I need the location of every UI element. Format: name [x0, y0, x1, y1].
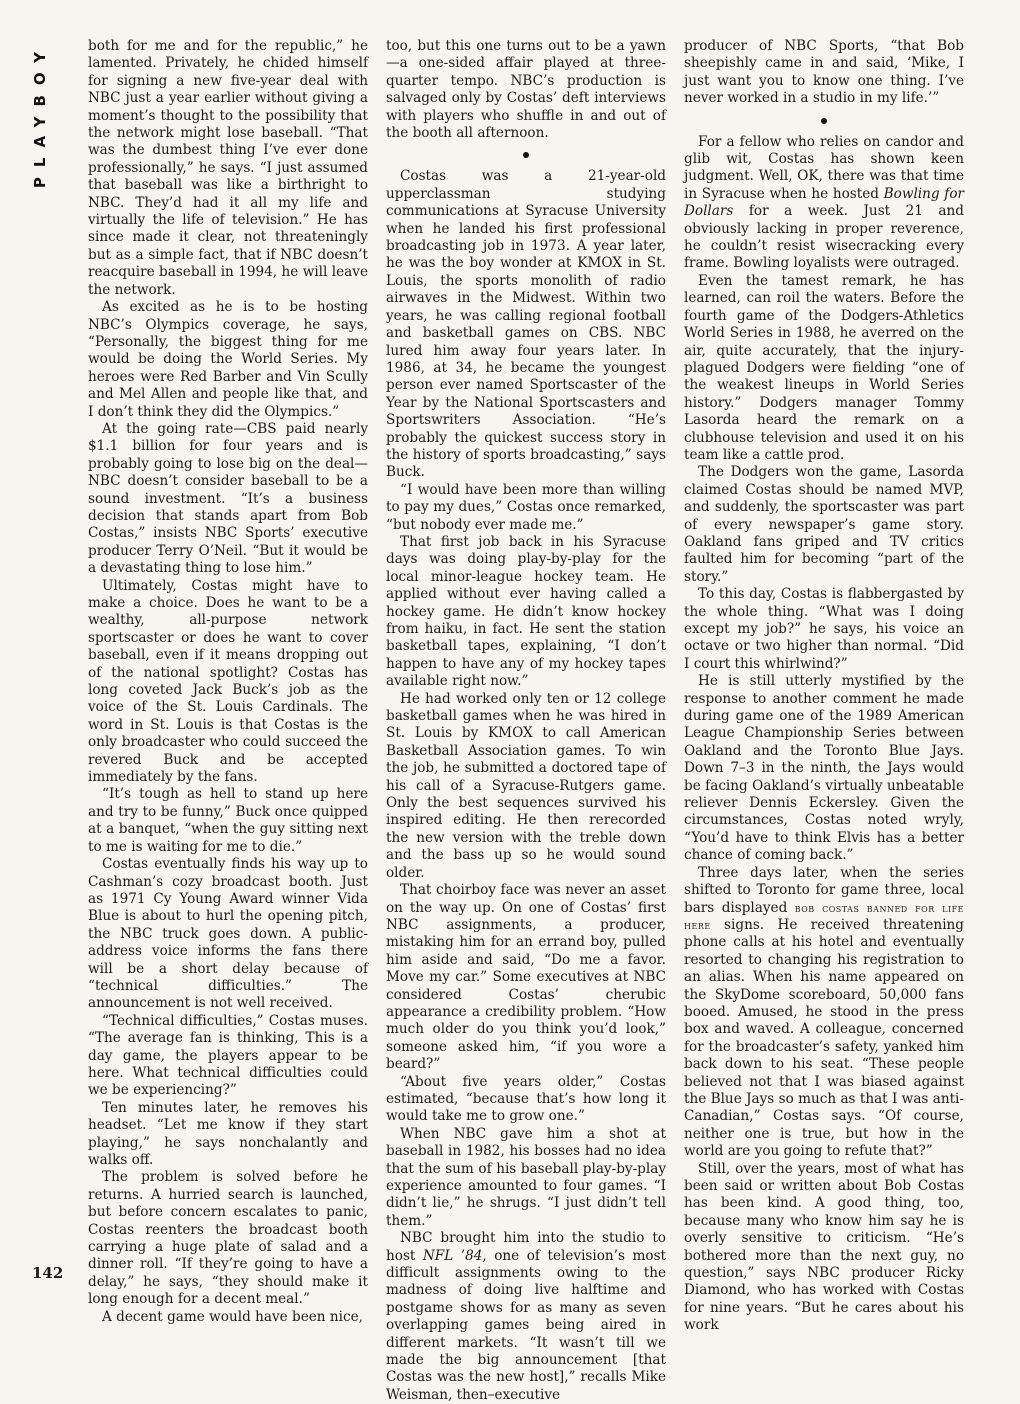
article-paragraph: Still, over the years, most of what has been said or written about Bob Costas has been kind. A good thing, too, because many who know him say he is overly sensitive to criticism. “He’s bothered more than the next guy, no question,” says NBC producer Ricky Diamond, who has worked with Costas for nine years. “But he cares about his work: [684, 1160, 964, 1334]
section-divider-bullet: [386, 142, 666, 168]
article-paragraph: To this day, Costas is flabbergasted by the whole thing. “What was I doing except my job?” he says, his voice an octave or two higher than normal. “Did I court this whirlwind?”: [684, 586, 964, 672]
article-paragraph: When NBC gave him a shot at baseball in 1982, his bosses had no idea that the sum of his baseball play-by-play experience amounted to four games. “I didn’t lie,” he shrugs. “I just didn’t tell them.”: [386, 1125, 666, 1229]
article-paragraph: A decent game would have been nice,: [102, 1308, 363, 1325]
article-paragraph: Costas eventually finds his way up to Cashman’s cozy broadcast booth. Just as 1971 Cy Young Award winner Vida Blue is about to hurl the opening pitch, the NBC truck goes down. A public-address voice informs the fans there will be a short delay because of “technical difficulties.” The announcement is not well received.: [88, 856, 368, 1012]
article-column-3: [684, 38, 965, 1334]
article-paragraph: producer of NBC Sports, “that Bob sheepishly came in and said, ‘Mike, I just want you to know one thing. I’ve never worked in a studio in my life.’”: [684, 38, 964, 107]
article-paragraph: Even the tamest remark, he has learned, can roil the waters. Before the fourth game of the Dodgers-Athletics World Series in 1988, he averred on the air, quite accurately, that the injury-plagued Dodgers were fielding “one of the weakest lineups in World Series history.” Dodgers manager Tommy Lasorda heard the remark on a clubhouse television and used it on his team like a cattle prod.: [684, 272, 964, 463]
article-paragraph: As excited as he is to be hosting NBC’s Olympics coverage, he says, “Personally, the biggest thing for me would be doing the World Series. My heroes were Red Barber and Vin Scully and Mel Allen and people like that, and I don’t think they did the Olympics.”: [88, 299, 368, 420]
article-paragraph: “It’s tough as hell to stand up here and try to be funny,” Buck once quipped at a banquet, “when the guy sitting next to me is waiting for me to die.”: [88, 786, 368, 855]
article-paragraph: For a fellow who relies on candor and glib wit, Costas has shown keen judgment. Well, OK, there was that time in Syracuse when he hosted Bowling for Dollars for a week. Just 21 and obviously lacking in proper reverence, he couldn’t resist wisecracking every frame. Bowling loyalists were outraged.: [684, 133, 965, 272]
article-paragraph: He is still utterly mystified by the response to another comment he made during game one of the 1989 American League Championship Series between Oakland and the Toronto Blue Jays. Down 7–3 in the ninth, the Jays would be facing Oakland’s virtually unbeatable reliever Dennis Eckersley. Given the circumstances, Costas noted wryly, “You’d have to think Elvis has a better chance of coming back.”: [684, 673, 964, 864]
magazine-logo: PLAYBOY: [31, 42, 49, 189]
article-paragraph: “Technical difficulties,” Costas muses. “The average fan is thinking, This is a day game, the players appear to be here. What technical difficulties could we be experiencing?”: [88, 1012, 368, 1099]
article-paragraph: The Dodgers won the game, Lasorda claimed Costas should be named MVP, and suddenly, the sportscaster was part of every newspaper’s game story. Oakland fans griped and TV critics faulted him for becoming “part of the story.”: [684, 464, 964, 585]
article-paragraph: At the going rate—CBS paid nearly $1.1 billion for four years and is probably going to lose big on the deal—NBC doesn’t consider baseball to be a sound investment. “It’s a business decision that stands apart from Bob Costas,” insists NBC Sports’ executive producer Terry O’Neil. “But it would be a devastating thing to lose him.”: [88, 420, 368, 577]
article-paragraph: “I would have been more than willing to pay my dues,” Costas once remarked, “but nobody ever made me.”: [386, 481, 666, 533]
article-column-1: [88, 38, 368, 1325]
article-paragraph: “About five years older,” Costas estimated, “because that’s how long it would take me to grow one.”: [386, 1073, 666, 1125]
page-number: 142: [32, 1264, 64, 1282]
article-paragraph: He had worked only ten or 12 college basketball games when he was hired in St. Louis by KMOX to call American Basketball Association games. To win the job, he submitted a doctored tape of his call of a Syracuse-Rutgers game. Only the best sequences survived his inspired editing. He then rerecorded the new version with the treble down and the bass up so he would sound older.: [386, 690, 666, 881]
article-paragraph: Three days later, when the series shifted to Toronto for game three, local bars displayed bob costas banned for life here signs. He received threatening phone calls at his hotel and eventually resorted to changing his registration to an alias. When his name appeared on the SkyDome scoreboard, 50,000 fans booed. Amused, he stood in the press box and waved. A colleague, concerned for the broadcaster’s safety, yanked him back down to his seat. “These people believed not that I was biased against the Blue Jays so much as that I was anti-Canadian,” Costas says. “Of course, neither one is true, but how in the world are you going to refute that?”: [684, 864, 964, 1160]
article-paragraph: That choirboy face was never an asset on the way up. On one of Costas’ first NBC assignments, a producer, mistaking him for an errand boy, pulled him aside and said, “Do me a favor. Move my car.” Some executives at NBC considered Costas’ cherubic appearance a credibility problem. “How much older do you think you’d look,” someone asked him, “if you wore a beard?”: [386, 882, 666, 1073]
article-paragraph: Ten minutes later, he removes his headset. “Let me know if they start playing,” he says nonchalantly and walks off.: [88, 1099, 368, 1168]
article-paragraph: The problem is solved before he returns. A hurried search is launched, but before concern escalates to panic, Costas reenters the broadcast booth carrying a huge plate of salad and a dinner roll. “If they’re going to have a delay,” he says, “they should make it long enough for a decent meal.”: [88, 1169, 368, 1308]
article-paragraph: NBC brought him into the studio to host NFL ’84, one of television’s most difficult assignments owing to the madness of doing live halftime and postgame shows for as many as seven overlapping games being aired in different markets. “It wasn’t till we made the big announcement [that Costas was the new host],” recalls Mike Weisman, then–executive: [386, 1230, 667, 1403]
article-paragraph: That first job back in his Syracuse days was doing play-by-play for the local minor-league hockey team. He applied without ever having called a hockey game. He didn’t know hockey from haiku, in fact. He sent the station basketball tapes, explaining, “I don’t happen to have any of my hockey tapes available right now.”: [386, 533, 666, 690]
article-paragraph: too, but this one turns out to be a yawn—a one-sided affair played at three-quarter tempo. NBC’s production is salvaged only by Costas’ deft interviews with players who shuffle in and out of the booth all afternoon.: [386, 38, 666, 142]
section-divider-bullet: [684, 108, 964, 134]
article-paragraph: Ultimately, Costas might have to make a choice. Does he want to be a wealthy, all-purpose network sportscaster or does he want to cover baseball, even if it means dropping out of the national spotlight? Costas has long coveted Jack Buck’s job as the voice of the St. Louis Cardinals. The word in St. Louis is that Costas is the only broadcaster who could succeed the revered Buck and be accepted immediately by the fans.: [88, 577, 368, 786]
article-column-2: [386, 38, 667, 1403]
article-paragraph: Costas was a 21-year-old upperclassman studying communications at Syracuse University when he landed his first professional broadcasting job in 1973. A year later, he was the boy wonder at KMOX in St. Louis, the sports monolith of radio airwaves in the Midwest. Within two years, he was calling regional football and basketball games on CBS. NBC lured him away four years later. In 1986, at 34, he became the youngest person ever named Sportscaster of the Year by the National Sportscasters and Sportswriters Association. “He’s probably the quickest success story in the history of sports broadcasting,” says Buck.: [386, 168, 666, 481]
article-paragraph: both for me and for the republic,” he lamented. Privately, he chided himself for signing a new five-year deal with NBC just a year earlier without giving a moment’s thought to the possibility that the network might lose baseball. “That was the dumbest thing I’ve ever done professionally,” he says. “I just assumed that baseball was like a birthright to NBC. They’d had it all my life and virtually the life of television.” He has since made it clear, not threateningly but as a simple fact, that if NBC doesn’t reacquire baseball in 1994, he will leave the network.: [88, 38, 368, 298]
